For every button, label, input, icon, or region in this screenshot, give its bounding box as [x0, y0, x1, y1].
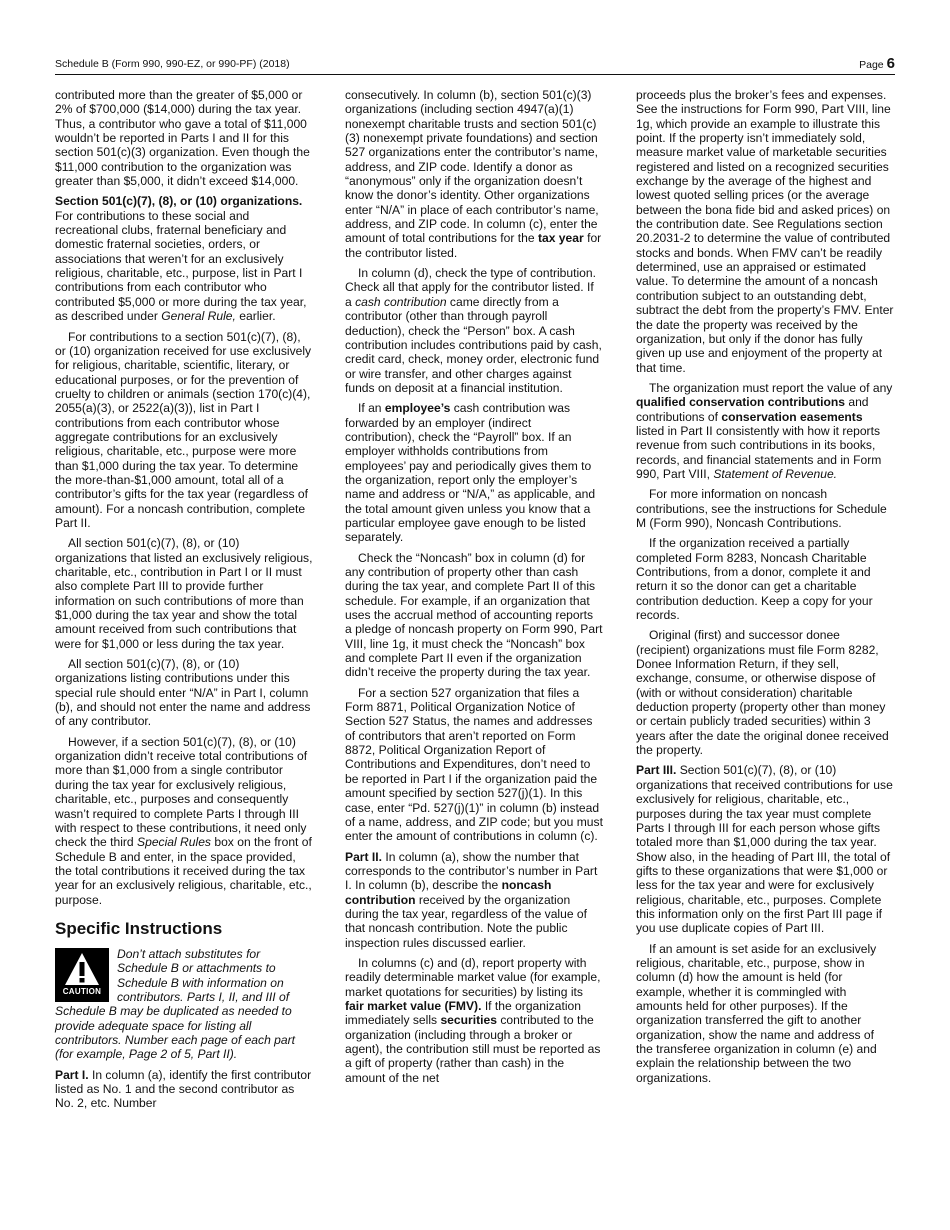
paragraph	[55, 194, 313, 323]
specific-instructions-heading: Specific Instructions	[55, 918, 223, 938]
paragraph-text: earlier.	[239, 309, 276, 324]
paragraph-text: In column (d), check the type of contribution. Check all that apply for the contributor listed. If a	[345, 266, 596, 309]
paragraph-text: contributed to the organization (including through a broker or agent), the contribution still must be reported as a gift of property (rather than cash) in the amount of the net	[345, 1013, 601, 1085]
paragraph: For a section 527 organization that files a Form 8871, Political Organization Notice of Section 527 Status, the names and addresses of contributors that aren’t reported on Form 8872, Political Organization Report of Contributions and Expenditures, don’t need to be reported in Part I if the organization paid the amount specified by section 527(j)(1). In this case, enter “Pd. 527(j)(1)” in column (b) instead of a name, address, and ZIP code; but you must enter the amount of contributions in column (c).	[345, 685, 603, 844]
paragraph	[345, 401, 603, 544]
paragraph-text: came directly from a contributor (other than through payroll deduction), check the “Person” box. A cash contribution includes contributions paid by cash, credit card, check, money order, electronic fund or wire transfer, and other charges against funds on deposit at a financial institution.	[345, 294, 602, 395]
paragraph: All section 501(c)(7), (8), or (10) organizations listing contributions under this special rule should enter “N/A” in Part I, column (b), and should not enter the name and address of any contributor.	[55, 657, 311, 729]
column-3	[636, 88, 894, 1091]
form-reference: Schedule B (Form 990, 990-EZ, or 990-PF) (2018)	[55, 58, 290, 70]
paragraph: For contributions to a section 501(c)(7), (8), or (10) organization received for use exclusively for religious, charitable, scientific, literary, or educational purposes, or for the prevention of cruelty to children or animals (section 170(c)(4), 2055(a)(3), or 2522(a)(3)), list in Part I contributions from each contributor whose aggregate contributions for an exclusively religious, charitable, etc., purpose were more than $1,000 during the tax year. To determine the more-than-$1,000 amount, total all of a contributor’s gifts for the tax year (regardless of amount). For a noncash contribution, complete Part II.	[55, 329, 312, 530]
paragraph-text: If an	[358, 401, 382, 416]
caution-icon	[55, 948, 109, 1002]
paragraph: proceeds plus the broker’s fees and expenses. See the instructions for Form 990, Part VIII, line 1g, which provide an example to illustrate this point. If the property isn’t immediately sold, measure market value of marketable securities registered and listed on a recognized securities exchange by the average of the highest and lowest quoted selling prices (or the average between the bona fide bid and asked prices) on the contribution date. See Regulations section 20.2031-2 to determine the value of contributed stocks and bonds. When FMV can’t be readily determined, use an appraised or estimated value. To determine the amount of a noncash contribution subject to an outstanding debt, subtract the debt from the property’s FMV. Enter the date the property was received by the organization, but only if the donor has fully given up use and enjoyment of the property at that time.	[636, 88, 894, 375]
paragraph-text: In columns (c) and (d), report property with readily determinable market value (for example, market quotations for securities) by listing its	[345, 955, 601, 999]
paragraph: For more information on noncash contributions, see the instructions for Schedule M (Form 990), Noncash Contributions.	[636, 487, 887, 530]
paragraph: Original (first) and successor donee (recipient) organizations must file Form 8282, Donee Information Return, if they sell, exchange, consume, or otherwise dispose of (with or without consideration) charitable deduction property (property other than money or certain publicly traded securities) within 3 years after the date the original donee received the property.	[636, 628, 889, 758]
paragraph-text: For contributions to these social and recreational clubs, fraternal beneficiary and domestic fraternal societies, orders, or associations that weren’t for an exclusively religious, charitable, etc., purpose, list in Part I contributions from each contributor who contributed $5,000 or more during the tax year, as described under	[55, 208, 307, 324]
bold-text: noncash contribution	[345, 878, 552, 907]
column-1	[55, 88, 313, 1117]
paragraph: Check the “Noncash” box in column (d) for any contribution of property other than cash during the tax year, and complete Part II of this schedule. For example, if an organization that uses the accrual method of accounting reports a pledge of noncash property on Form 990, Part VIII, line 1g, it must check the “Noncash” box and complete Part II even if the organization didn’t receive the property during the tax year.	[345, 550, 603, 680]
page-label: Page	[859, 59, 884, 71]
paragraph-text: for the contributor listed.	[345, 231, 602, 260]
paragraph	[345, 266, 603, 395]
paragraph-text: box on the front of Schedule B and enter, in the space provided, the total contributions it received during the tax year for an exclusively religious, charitable, etc., purpose.	[55, 835, 312, 907]
section-heading: Section 501(c)(7), (8), or (10) organizations.	[55, 194, 303, 209]
section-heading: Part II.	[345, 849, 382, 864]
paragraph: contributed more than the greater of $5,000 or 2% of $700,000 ($14,000) during the tax year. Thus, a contributor who gave a total of $11,000 wouldn’t be reported in Parts I and II for this section 501(c)(3) organization. Even though the $11,000 contribution to the organization was greater than $5,000, it didn’t exceed $14,000.	[55, 88, 310, 189]
section-heading: Part III.	[636, 763, 677, 778]
page-header	[55, 52, 895, 75]
paragraph-text: The organization must report the value of any	[649, 380, 893, 395]
page-number-value: 6	[886, 55, 895, 72]
paragraph: If the organization received a partially completed Form 8283, Noncash Charitable Contributions, from a donor, complete it and return it so the donor can get a charitable contribution deduction. Keep a copy for your records.	[636, 536, 873, 623]
caution-text: Don’t attach substitutes for Schedule B or attachments to Schedule B with information on contributors. Parts I, II, and III of Schedule B may be duplicated as needed to provide adequate space for listing all contributors. Number each page of each part (for example, Page 2 of 5, Part II).	[55, 946, 295, 1062]
paragraph	[345, 956, 603, 1085]
paragraph	[636, 381, 894, 481]
paragraph-text: cash contribution was forwarded by an employer (indirect contribution), check the “Payroll” box. If an employer withholds contributions from employees’ pay and periodically gives them to the organization, report only the employer’s name and address or “N/A,” as applicable, and the total amount given unless you know that a particular employee gave enough to be listed separately.	[345, 401, 596, 545]
paragraph	[636, 763, 894, 935]
paragraph-text: However, if a section 501(c)(7), (8), or (10) organization didn’t receive total contributions of more than $1,000 from a single contributor during the tax year for exclusively religious, charitable, etc., purposes and consequently wasn’t required to complete Parts I through III with respect to these contributions, it need only check the third	[55, 734, 308, 850]
paragraph-text: received by the organization during the tax year, regardless of the value of that noncash contribution. Note the public inspection rules discussed earlier.	[345, 892, 588, 950]
bold-text: securities	[440, 1013, 497, 1028]
paragraph	[55, 1068, 313, 1111]
paragraph-text: If the organization immediately sells	[345, 998, 581, 1028]
paragraph	[55, 735, 313, 907]
caution-note	[55, 947, 313, 1062]
paragraph: All section 501(c)(7), (8), or (10) organizations that listed an exclusively religious, charitable, etc., contribution in Part I or II must also complete Part III to provide further information on such contributions of more than $1,000 during the tax year and show the total amount received from such contributions that were for $1,000 or less during the tax year.	[55, 536, 313, 651]
section-heading: Part I.	[55, 1067, 89, 1082]
page-number	[859, 55, 895, 72]
paragraph-text: and contributions of	[636, 395, 869, 424]
warning-triangle-icon	[64, 952, 100, 986]
italic-text: Special Rules	[137, 835, 211, 850]
italic-text: General Rule,	[161, 309, 236, 324]
paragraph-text: Section 501(c)(7), (8), or (10) organizations that received contributions for use exclusively for religious, charitable, etc., purposes during the tax year must complete Parts I through III for each person whose gifts totaled more than $1,000 during the tax year. Show also, in the heading of Part III, the total of gifts to these organizations that were $1,000 or less for the tax year and were for exclusively religious, charitable, etc., purposes. Complete this information only on the first Part III page if you use duplicate copies of Part III.	[636, 763, 893, 936]
paragraph	[345, 850, 603, 950]
bold-text: employee’s	[384, 401, 451, 416]
column-2	[345, 88, 603, 1091]
italic-text: cash contribution	[355, 294, 447, 309]
paragraph: If an amount is set aside for an exclusively religious, charitable, etc., purpose, show in column (d) how the amount is held (for example, whether it is commingled with amounts held for other purposes). If the organization transferred the gift to another organization, show the name and address of the transferee organization in column (e) and explain the relationship between the two organizations.	[636, 941, 877, 1085]
paragraph-text: In column (a), show the number that corresponds to the contributor’s number in Part I. In column (b), describe the	[345, 849, 598, 893]
paragraph-text: In column (a), identify the first contributor listed as No. 1 and the second contributor as No. 2, etc. Number	[55, 1067, 312, 1111]
caution-label: CAUTION	[62, 986, 102, 996]
paragraph-text: consecutively. In column (b), section 501(c)(3) organizations (including section 4947(a)(1) nonexempt charitable trusts and section 501(c)(3) nonexempt private foundations) and section 527 organizations enter the contributor’s name, address, and ZIP code. Identify a donor as “anonymous” only if the organization doesn’t know the donor’s identity. Other organizations enter “N/A” in place of each contributor’s name, address, and ZIP code. In column (c), enter the amount of total contributions for the	[345, 88, 599, 246]
bold-text: conservation easements	[721, 409, 863, 424]
italic-text: Statement of Revenue.	[713, 466, 838, 481]
bold-text: tax year	[537, 231, 584, 246]
paragraph	[345, 88, 603, 260]
bold-text: fair market value (FMV).	[345, 998, 482, 1013]
bold-text: qualified conservation contributions	[636, 395, 845, 410]
paragraph-text: listed in Part II consistently with how it reports revenue from such contributions in its books, records, and financial statements and in Form 990, Part VIII,	[636, 423, 882, 481]
